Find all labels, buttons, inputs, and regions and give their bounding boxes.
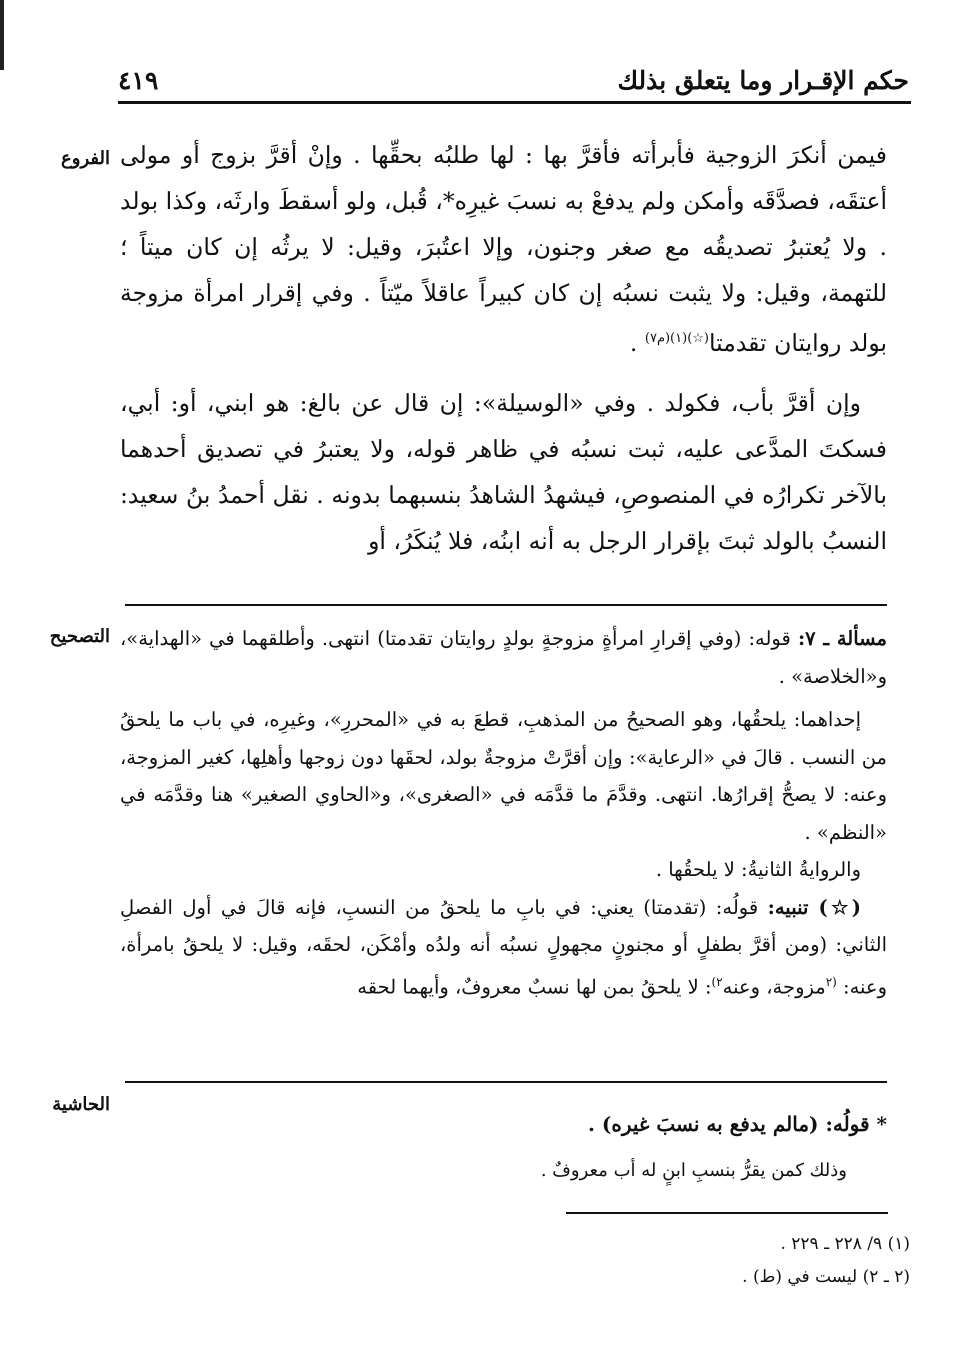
section-divider <box>125 604 887 606</box>
footnote-2: (٢ ـ ٢) ليست في (ط) . <box>742 1267 910 1287</box>
note-body-3: : لا يلحقُ بمن لها نسبٌ معروفٌ، وأيهما لحقه <box>357 975 712 998</box>
furu-paragraph-2: وإن أقرَّ بأب، فكولد . وفي «الوسيلة»: إن قال عن بالغ: هو ابني، أو: أبي، فسكتَ المدَّعى عليه، ثبت نسبُه في ظاهر قوله، ولا يعتبرُ في تصديق أحدهما بالآخر تكرارُه في المنصوصِ، فيشهدُ الشاهدُ بنسبهما بدونه . نقل أحمدُ بنُ سعيد: النسبُ بالولد ثبتَ بإقرار الرجل به أنه ابنُه، فلا يُنكَرُ، أو <box>120 388 887 555</box>
issue-body: قوله: (وفي إقرارِ امرأةٍ مزوجةٍ بولدٍ روايتان تقدمتا) انتهى. وأطلقهما في «الهداية»، و«الخلاصة» . <box>120 627 887 688</box>
furu-paragraph-1 <box>120 132 887 366</box>
hashiya-section <box>120 1106 887 1189</box>
tashih-paragraph-1 <box>120 620 887 695</box>
section-divider-2 <box>125 1081 887 1083</box>
note-label: (☆) تنبيه: <box>767 895 861 919</box>
furu-section <box>120 132 887 564</box>
running-title: حكم الإقـرار وما يتعلق بذلك <box>617 66 909 95</box>
tashih-paragraph-3: والروايةُ الثانيةُ: لا يلحقُها . <box>655 858 861 881</box>
furu-para1-end: . <box>629 328 645 357</box>
tashih-section <box>120 620 887 1006</box>
page-header <box>118 62 909 102</box>
hashiya-heading <box>120 1106 887 1144</box>
furu-para1-text: فيمن أنكرَ الزوجية فأبرأته فأقرَّ بها : لها طلبُه بحقِّها . وإنْ أقرَّ بزوج أو مولى أعتقَه، فصدَّقَه وأمكن ولم يدفعْ به نسبَ غيرِه*، قُبل، ولو أسقطَ وارثَه، وكذا بولد . ولا يُعتبرُ تصديقُه مع صغر وجنون، وإلا اعتُبرَ، وقيل: لا يرثُه إن كان ميتاً ؛ للتهمة، وقيل: ولا يثبت نسبُه إن كان كبيراً عاقلاً ميّتاً . وفي إقرار امرأة مزوجة بولد روايتان تقدمتا <box>120 141 887 357</box>
note-body: قولُه: (تقدمتا) يعني: في بابِ ما يلحقُ من النسبِ، فإنه قالَ في أول الفصلِ الثاني: (ومن أقرَّ بطفلٍ أو مجنونٍ مجهولٍ نسبُه أنه ولدُه وأمْكَن، لحقَه، وقيل: لا يلحقُ بامرأة، وعنه: <box>120 895 887 998</box>
label-tashih: التصحيح <box>49 626 110 647</box>
issue-label: مسألة ـ ٧: <box>797 627 887 650</box>
note-mark-close: ٢) <box>711 974 723 989</box>
label-hashiya: الحاشية <box>52 1094 110 1115</box>
tashih-paragraph-2: إحداهما: يلحقُها، وهو الصحيحُ من المذهبِ، قطعَ به في «المحررِ»، وغيرِه، في باب ما يلحقُ من النسب . قالَ في «الرعاية»: وإن أقرَّتْ مزوجةٌ بولد، لحقَها دون زوجها وأهلِها، كغير المزوجة، وعنه: لا يصحُّ إقرارُها. انتهى. وقدَّمَ ما قدَّمَه في «الصغرى»، و«الحاوي الصغير» هنا وقدَّمَه في «النظم» . <box>120 708 887 844</box>
scan-edge <box>0 0 4 70</box>
tashih-note <box>120 889 887 1006</box>
note-body-2: مزوجة، وعنه <box>722 975 826 998</box>
star-label: * قولُه: <box>825 1112 887 1136</box>
footnote-rule <box>566 1212 888 1214</box>
footnote-marks: (☆)(١)(م٧) <box>644 331 709 346</box>
label-furu: الفروع <box>61 148 110 169</box>
footnote-1: (١) ٩/ ٢٢٨ ـ ٢٢٩ . <box>780 1234 910 1254</box>
footnotes <box>130 1228 910 1294</box>
star-body: (مالم يدفع به نسبَ غيره) . <box>587 1112 826 1136</box>
page-number: ٤١٩ <box>118 66 159 95</box>
hashiya-body: وذلك كمن يقرُّ بنسبِ ابنٍ له أب معروفٌ . <box>540 1159 847 1181</box>
header-rule <box>118 101 911 104</box>
note-mark-open: (٢ <box>825 974 837 989</box>
